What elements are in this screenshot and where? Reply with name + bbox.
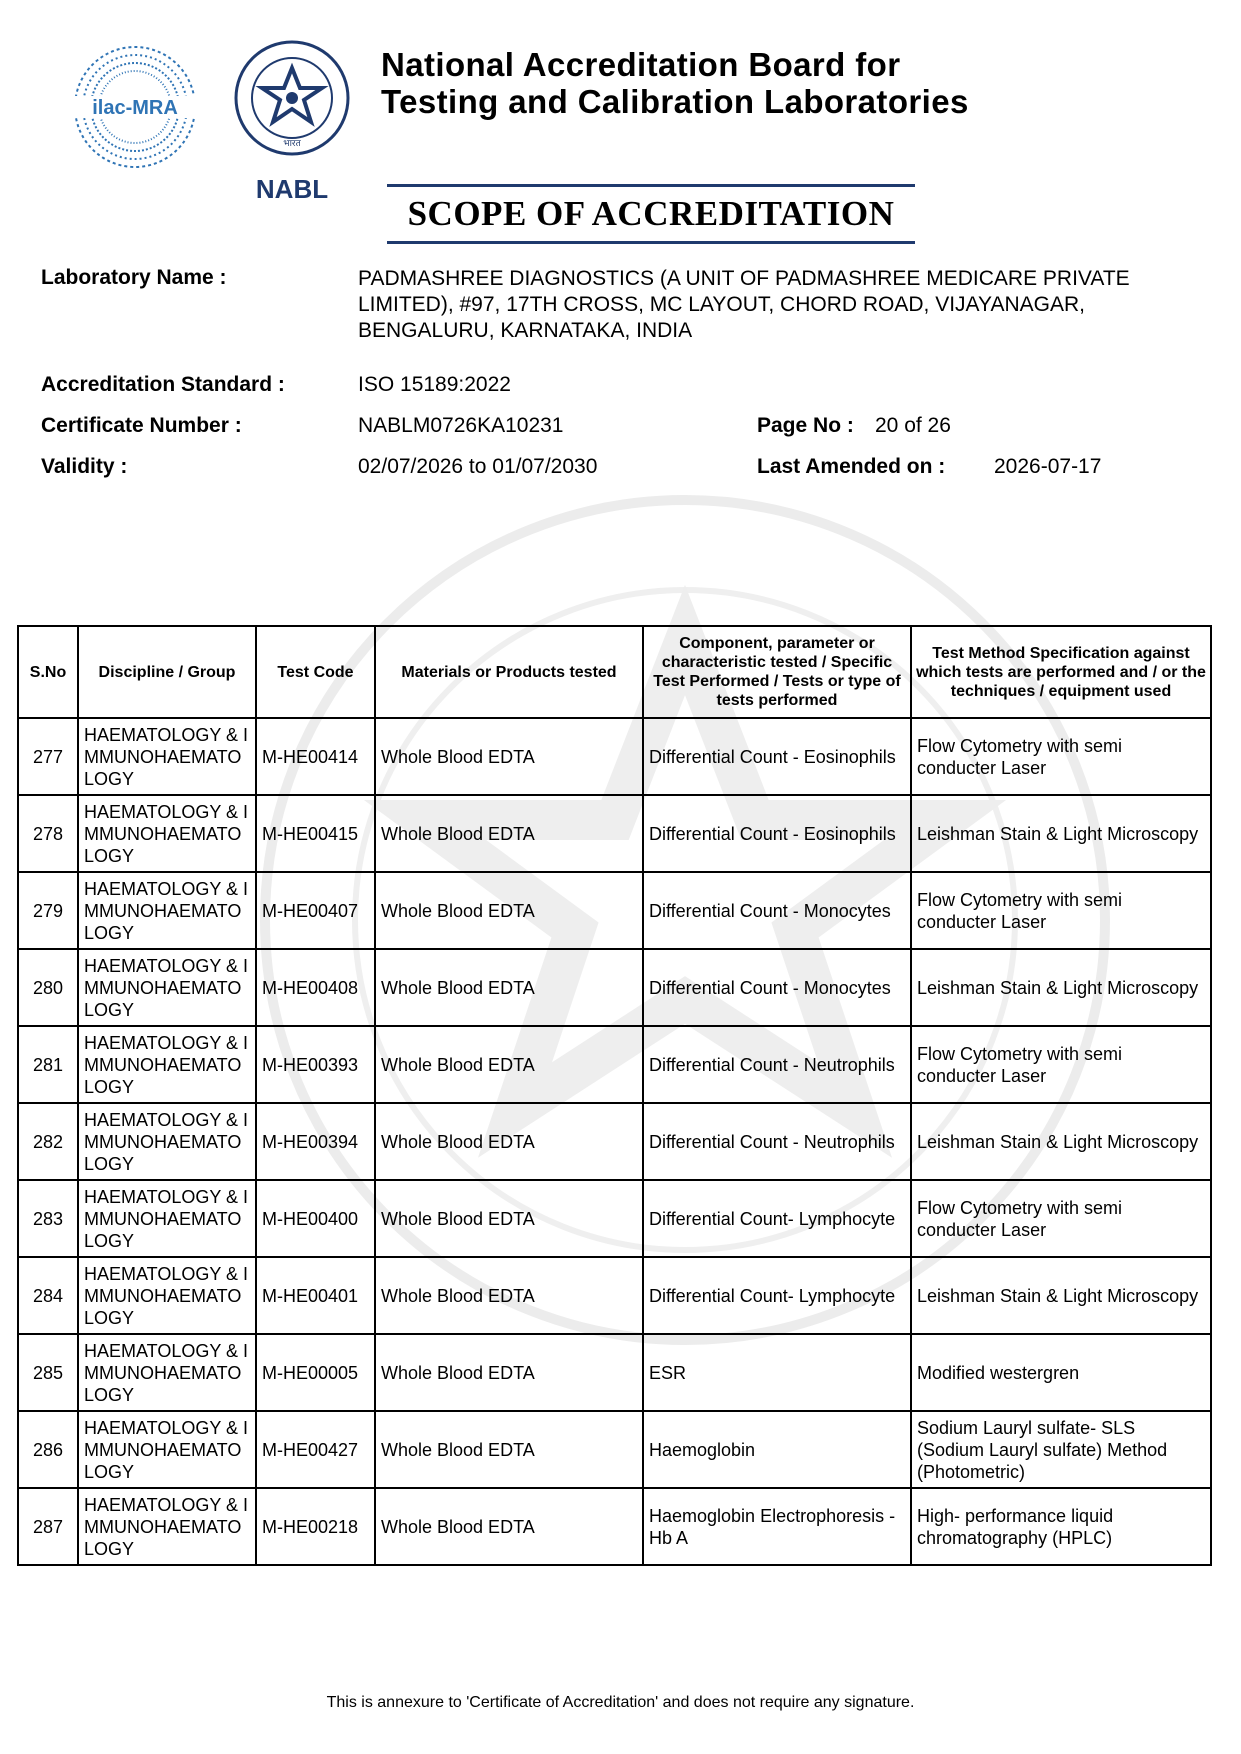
cell-component: Differential Count- Lymphocyte <box>643 1180 911 1257</box>
ilac-mra-logo <box>72 44 198 170</box>
table-row <box>18 1026 1211 1103</box>
cell-component: Differential Count - Monocytes <box>643 872 911 949</box>
cell-test-code: M-HE00415 <box>256 795 375 872</box>
table-row <box>18 872 1211 949</box>
scope-title: SCOPE OF ACCREDITATION <box>407 194 895 233</box>
table-row <box>18 1180 1211 1257</box>
cell-discipline: HAEMATOLOGY & IMMUNOHAEMATOLOGY <box>78 795 256 872</box>
cell-discipline: HAEMATOLOGY & IMMUNOHAEMATOLOGY <box>78 1103 256 1180</box>
table-row <box>18 949 1211 1026</box>
cell-sno: 286 <box>18 1411 78 1488</box>
nabl-logo <box>228 38 356 206</box>
cell-test-code: M-HE00401 <box>256 1257 375 1334</box>
cell-sno: 277 <box>18 718 78 795</box>
cell-component: Differential Count - Neutrophils <box>643 1103 911 1180</box>
nabl-seal-text: भारत <box>283 139 301 149</box>
cell-discipline: HAEMATOLOGY & IMMUNOHAEMATOLOGY <box>78 1257 256 1334</box>
cell-component: Differential Count - Eosinophils <box>643 718 911 795</box>
cell-material: Whole Blood EDTA <box>375 718 643 795</box>
cell-component: Differential Count - Neutrophils <box>643 1026 911 1103</box>
cell-sno: 279 <box>18 872 78 949</box>
cell-discipline: HAEMATOLOGY & IMMUNOHAEMATOLOGY <box>78 1411 256 1488</box>
cell-method: Flow Cytometry with semi conducter Laser <box>911 872 1211 949</box>
cell-method: Leishman Stain & Light Microscopy <box>911 1257 1211 1334</box>
org-title-line2: Testing and Calibration Laboratories <box>381 83 969 120</box>
cell-method: Modified westergren <box>911 1334 1211 1411</box>
cell-sno: 284 <box>18 1257 78 1334</box>
cell-material: Whole Blood EDTA <box>375 1257 643 1334</box>
table-header-row <box>18 626 1211 718</box>
validity-value: 02/07/2026 to 01/07/2030 <box>358 455 598 478</box>
cell-discipline: HAEMATOLOGY & IMMUNOHAEMATOLOGY <box>78 1334 256 1411</box>
cell-material: Whole Blood EDTA <box>375 872 643 949</box>
cell-component: Differential Count - Eosinophils <box>643 795 911 872</box>
cell-sno: 281 <box>18 1026 78 1103</box>
ilac-logo-text: ilac-MRA <box>92 97 178 119</box>
cell-sno: 282 <box>18 1103 78 1180</box>
header-materials: Materials or Products tested <box>375 626 643 718</box>
header-test-code: Test Code <box>256 626 375 718</box>
header-component: Component, parameter or characteristic tested / Specific Test Performed / Tests or type of tests performed <box>643 626 911 718</box>
cell-material: Whole Blood EDTA <box>375 1334 643 1411</box>
cell-method: Leishman Stain & Light Microscopy <box>911 949 1211 1026</box>
lab-name-value: PADMASHREE DIAGNOSTICS (A UNIT OF PADMASHREE MEDICARE PRIVATE LIMITED), #97, 17TH CROSS, MC LAYOUT, CHORD ROAD, VIJAYANAGAR, BENGALURU, KARNATAKA, INDIA <box>358 267 1130 342</box>
cell-material: Whole Blood EDTA <box>375 1180 643 1257</box>
last-amended-label: Last Amended on : <box>757 455 946 478</box>
header-sno: S.No <box>18 626 78 718</box>
table-row <box>18 1488 1211 1565</box>
cell-discipline: HAEMATOLOGY & IMMUNOHAEMATOLOGY <box>78 872 256 949</box>
last-amended-value: 2026-07-17 <box>994 455 1102 478</box>
cell-discipline: HAEMATOLOGY & IMMUNOHAEMATOLOGY <box>78 949 256 1026</box>
certificate-label: Certificate Number : <box>41 414 242 437</box>
lab-name-label: Laboratory Name : <box>41 266 227 289</box>
cell-discipline: HAEMATOLOGY & IMMUNOHAEMATOLOGY <box>78 1488 256 1565</box>
cell-test-code: M-HE00407 <box>256 872 375 949</box>
cell-method: Leishman Stain & Light Microscopy <box>911 1103 1211 1180</box>
table-row <box>18 1334 1211 1411</box>
footer-note: This is annexure to 'Certificate of Accreditation' and does not require any signature. <box>326 1694 915 1711</box>
cell-method: Flow Cytometry with semi conducter Laser <box>911 1180 1211 1257</box>
cell-method: High- performance liquid chromatography (HPLC) <box>911 1488 1211 1565</box>
page-no-label: Page No : <box>757 414 854 437</box>
cell-method: Sodium Lauryl sulfate- SLS (Sodium Lauryl sulfate) Method (Photometric) <box>911 1411 1211 1488</box>
cell-material: Whole Blood EDTA <box>375 1411 643 1488</box>
cell-material: Whole Blood EDTA <box>375 1103 643 1180</box>
header-discipline: Discipline / Group <box>78 626 256 718</box>
cell-test-code: M-HE00400 <box>256 1180 375 1257</box>
cell-component: Differential Count - Monocytes <box>643 949 911 1026</box>
cell-material: Whole Blood EDTA <box>375 1026 643 1103</box>
cell-method: Leishman Stain & Light Microscopy <box>911 795 1211 872</box>
cell-sno: 280 <box>18 949 78 1026</box>
cell-test-code: M-HE00414 <box>256 718 375 795</box>
standard-label: Accreditation Standard : <box>41 373 285 396</box>
cell-component: Differential Count- Lymphocyte <box>643 1257 911 1334</box>
cell-discipline: HAEMATOLOGY & IMMUNOHAEMATOLOGY <box>78 1026 256 1103</box>
cell-test-code: M-HE00408 <box>256 949 375 1026</box>
cell-test-code: M-HE00393 <box>256 1026 375 1103</box>
organization-title <box>381 46 969 120</box>
scope-title-box <box>387 184 915 244</box>
cell-test-code: M-HE00394 <box>256 1103 375 1180</box>
validity-label: Validity : <box>41 455 128 478</box>
header-method: Test Method Specification against which tests are performed and / or the techniques / equipment used <box>911 626 1211 718</box>
cell-material: Whole Blood EDTA <box>375 1488 643 1565</box>
cell-component: ESR <box>643 1334 911 1411</box>
cell-discipline: HAEMATOLOGY & IMMUNOHAEMATOLOGY <box>78 1180 256 1257</box>
org-title-line1: National Accreditation Board for <box>381 46 901 83</box>
cell-test-code: M-HE00218 <box>256 1488 375 1565</box>
cell-test-code: M-HE00427 <box>256 1411 375 1488</box>
cell-material: Whole Blood EDTA <box>375 795 643 872</box>
cell-sno: 278 <box>18 795 78 872</box>
cell-sno: 283 <box>18 1180 78 1257</box>
page-no-value: 20 of 26 <box>875 414 951 437</box>
cell-discipline: HAEMATOLOGY & IMMUNOHAEMATOLOGY <box>78 718 256 795</box>
standard-value: ISO 15189:2022 <box>358 373 511 396</box>
cell-sno: 287 <box>18 1488 78 1565</box>
cell-component: Haemoglobin Electrophoresis - Hb A <box>643 1488 911 1565</box>
cell-component: Haemoglobin <box>643 1411 911 1488</box>
nabl-logo-text: NABL <box>255 174 329 204</box>
cell-material: Whole Blood EDTA <box>375 949 643 1026</box>
cell-sno: 285 <box>18 1334 78 1411</box>
table-row <box>18 1411 1211 1488</box>
cell-test-code: M-HE00005 <box>256 1334 375 1411</box>
cell-method: Flow Cytometry with semi conducter Laser <box>911 718 1211 795</box>
cell-method: Flow Cytometry with semi conducter Laser <box>911 1026 1211 1103</box>
table-row <box>18 718 1211 795</box>
table-row <box>18 1257 1211 1334</box>
scope-table <box>17 625 1212 1566</box>
table-row <box>18 795 1211 872</box>
certificate-value: NABLM0726KA10231 <box>358 414 564 437</box>
table-row <box>18 1103 1211 1180</box>
